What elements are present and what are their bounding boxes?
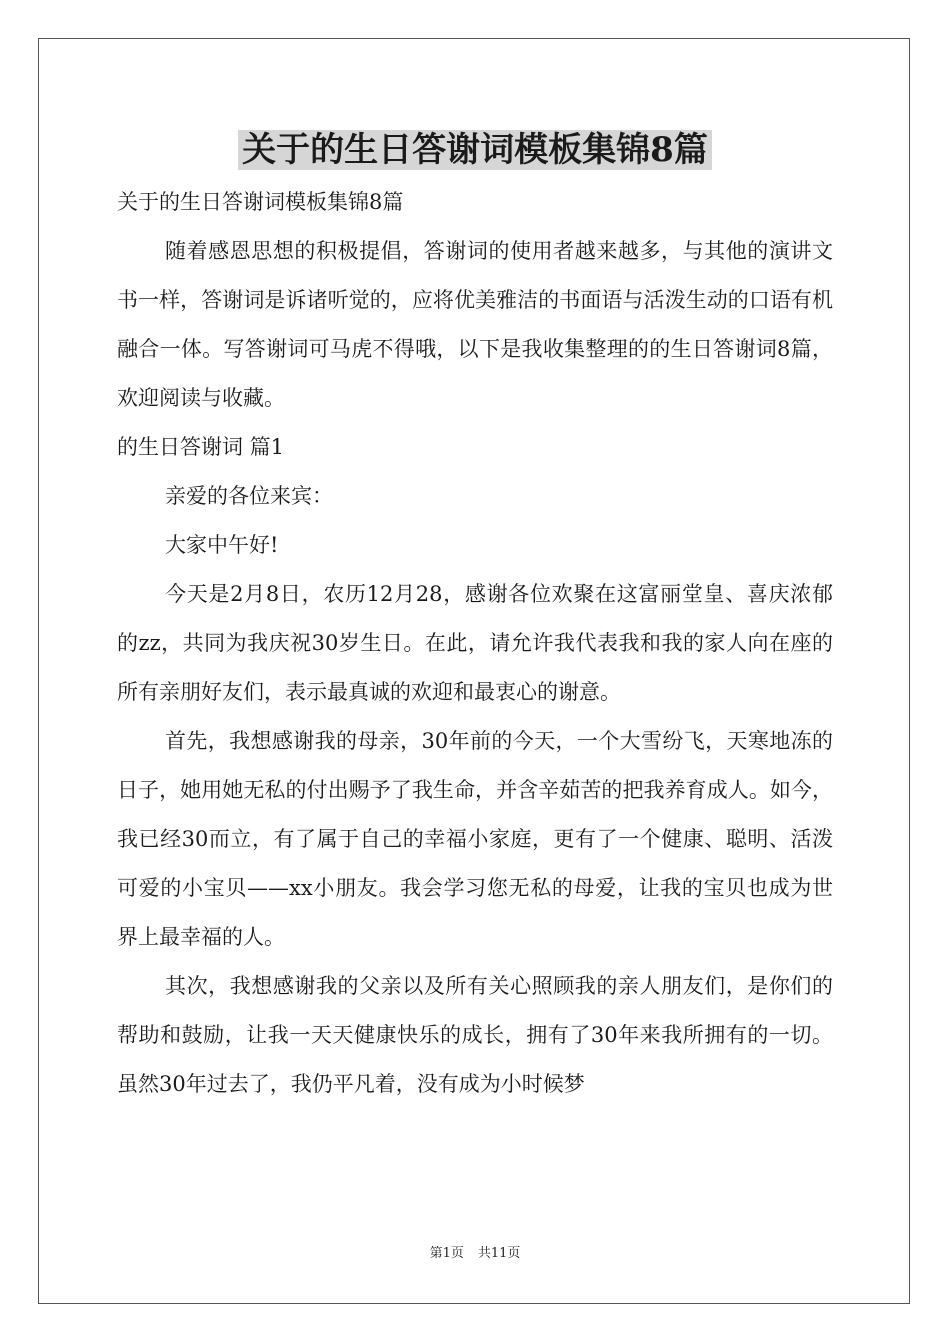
- document-body: [117, 178, 833, 1109]
- body-paragraph: 首先，我想感谢我的母亲，30年前的今天，一个大雪纷飞，天寒地冻的日子，她用她无私的付出赐予了我生命，并含辛茹苦的把我养育成人。如今，我已经30而立，有了属于自己的幸福小家庭，更有了一个健康、聪明、活泼可爱的小宝贝——xx小朋友。我会学习您无私的母爱，让我的宝贝也成为世界上最幸福的人。: [117, 729, 833, 949]
- body-paragraph: 今天是2月8日，农历12月28，感谢各位欢聚在这富丽堂皇、喜庆浓郁的zz，共同为我庆祝30岁生日。在此，请允许我代表我和我的家人向在座的所有亲朋好友们，表示最真诚的欢迎和最衷心的谢意。: [117, 582, 833, 704]
- page-number: 第1页: [429, 1246, 464, 1261]
- document-title-text: 关于的生日答谢词模板集锦8篇: [238, 130, 712, 170]
- document-subtitle: 关于的生日答谢词模板集锦8篇: [117, 190, 404, 214]
- body-paragraph: 其次，我想感谢我的父亲以及所有关心照顾我的亲人朋友们，是你们的帮助和鼓励，让我一天天健康快乐的成长，拥有了30年来我所拥有的一切。虽然30年过去了，我仍平凡着，没有成为小时候梦: [117, 974, 833, 1096]
- intro-paragraph: 随着感恩思想的积极提倡，答谢词的使用者越来越多，与其他的演讲文书一样，答谢词是诉诸听觉的，应将优美雅洁的书面语与活泼生动的口语有机融合一体。写答谢词可马虎不得哦，以下是我收集整理的的生日答谢词8篇，欢迎阅读与收藏。: [117, 239, 833, 410]
- salutation: 亲爱的各位来宾：: [165, 484, 333, 508]
- greeting: 大家中午好!: [165, 533, 279, 557]
- section-heading: 的生日答谢词 篇1: [117, 435, 285, 459]
- document-title: [0, 126, 950, 174]
- total-pages: 共11页: [477, 1246, 521, 1261]
- page-footer: [0, 1245, 950, 1263]
